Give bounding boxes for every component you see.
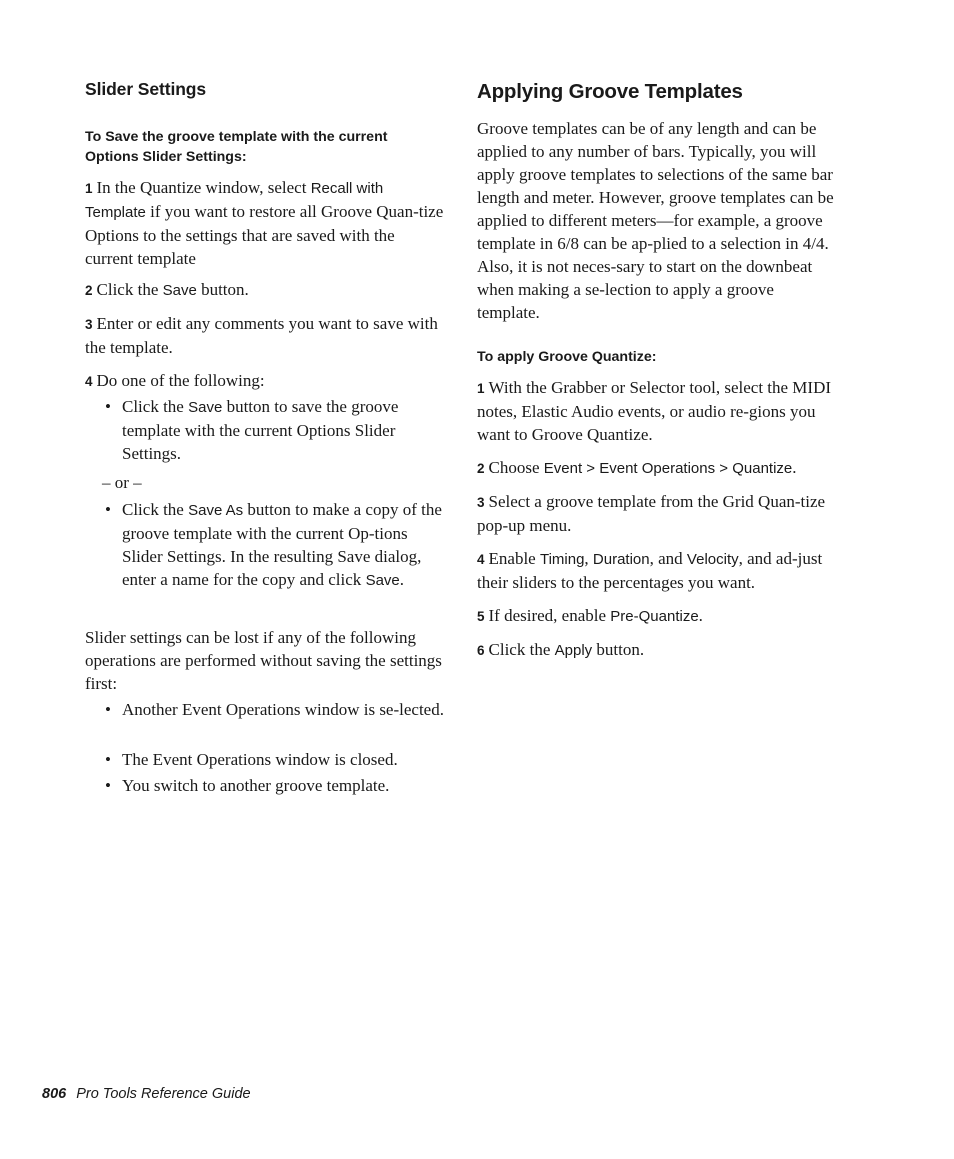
section-heading-applying-groove: Applying Groove Templates — [477, 80, 743, 103]
step-number: 1 — [85, 181, 93, 196]
step-number: 4 — [85, 374, 93, 389]
list-item-save-as-button: • Click the Save As button to make a copy of the groove template with the current Op-tions Slider Settings. In the resulting Save dialog, enter a name for the copy and click Save. — [105, 500, 442, 589]
list-item: • Another Event Operations window is se-lected. — [105, 700, 444, 719]
section-heading-slider-settings: Slider Settings — [85, 79, 207, 99]
ui-term: Velocity — [686, 551, 739, 568]
or-separator: – or – — [102, 473, 142, 492]
ui-term: Apply — [554, 642, 593, 659]
ui-term: Save As — [188, 502, 244, 519]
step-3-comments: 3 Enter or edit any comments you want to save with the template. — [85, 314, 438, 357]
step-1-recall: 1 In the Quantize window, select Recall with Template if you want to restore all Groove Quan-tize Options to the settings that are saved with the current template — [85, 178, 444, 268]
ui-term: Event > Event Operations > Quantize — [543, 460, 793, 477]
list-item-save-button: • Click the Save button to save the groove template with the current Options Slider Settings. — [105, 397, 399, 463]
step-4-enable-sliders: 4 Enable Timing, Duration, and Velocity, and ad-just their sliders to the percentages you want. — [477, 549, 823, 592]
step-6-apply: 6 Click the Apply button. — [477, 640, 645, 659]
step-number: 4 — [477, 552, 485, 567]
ui-term: Timing — [539, 551, 585, 568]
step-2-save: 2 Click the Save button. — [85, 280, 249, 299]
ui-term: Duration — [592, 551, 650, 568]
step-number: 2 — [85, 283, 93, 298]
step-number: 5 — [477, 609, 485, 624]
guide-title: Pro Tools Reference Guide — [76, 1086, 251, 1102]
list-item: • You switch to another groove template. — [105, 776, 390, 795]
step-number: 2 — [477, 461, 485, 476]
step-number: 1 — [477, 381, 485, 396]
step-3-select-template: 3 Select a groove template from the Grid Quan-tize pop-up menu. — [477, 492, 826, 535]
ui-term: Save — [162, 282, 197, 299]
procedure-title-save-template: To Save the groove template with the current Options Slider Settings: — [85, 129, 388, 165]
step-number: 3 — [477, 495, 485, 510]
page-footer — [42, 1086, 251, 1102]
step-number: 6 — [477, 643, 485, 658]
list-item: • The Event Operations window is closed. — [105, 750, 398, 769]
ui-term: Pre-Quantize — [610, 608, 699, 625]
body-paragraph-slider-loss: Slider settings can be lost if any of the following operations are performed without saving the settings first: — [85, 628, 442, 693]
step-5-pre-quantize: 5 If desired, enable Pre-Quantize. — [477, 606, 703, 625]
intro-paragraph: Groove templates can be of any length and can be applied to any number of bars. Typically, you will apply groove templates to selections of the same bar length and meter. However, groove templates can be applied to different meters—for example, a groove template in 6/8 can be ap-plied to a selection in 4/4. Also, it is not neces-sary to start on the downbeat when making a se-lection to apply a groove template. — [477, 119, 834, 322]
procedure-title-apply-groove: To apply Groove Quantize: — [477, 349, 657, 365]
ui-term: Save — [365, 572, 400, 589]
step-1-select-notes: 1 With the Grabber or Selector tool, select the MIDI notes, Elastic Audio events, or audio re-gions you want to Groove Quantize. — [477, 378, 832, 444]
page-number: 806 — [42, 1086, 67, 1102]
ui-term: Recall with Template — [85, 180, 384, 221]
step-4-do-one: 4 Do one of the following: — [85, 371, 265, 390]
ui-term: Save — [188, 399, 223, 416]
step-2-choose-quantize: 2 Choose Event > Event Operations > Quantize. — [477, 458, 797, 477]
step-number: 3 — [85, 317, 93, 332]
